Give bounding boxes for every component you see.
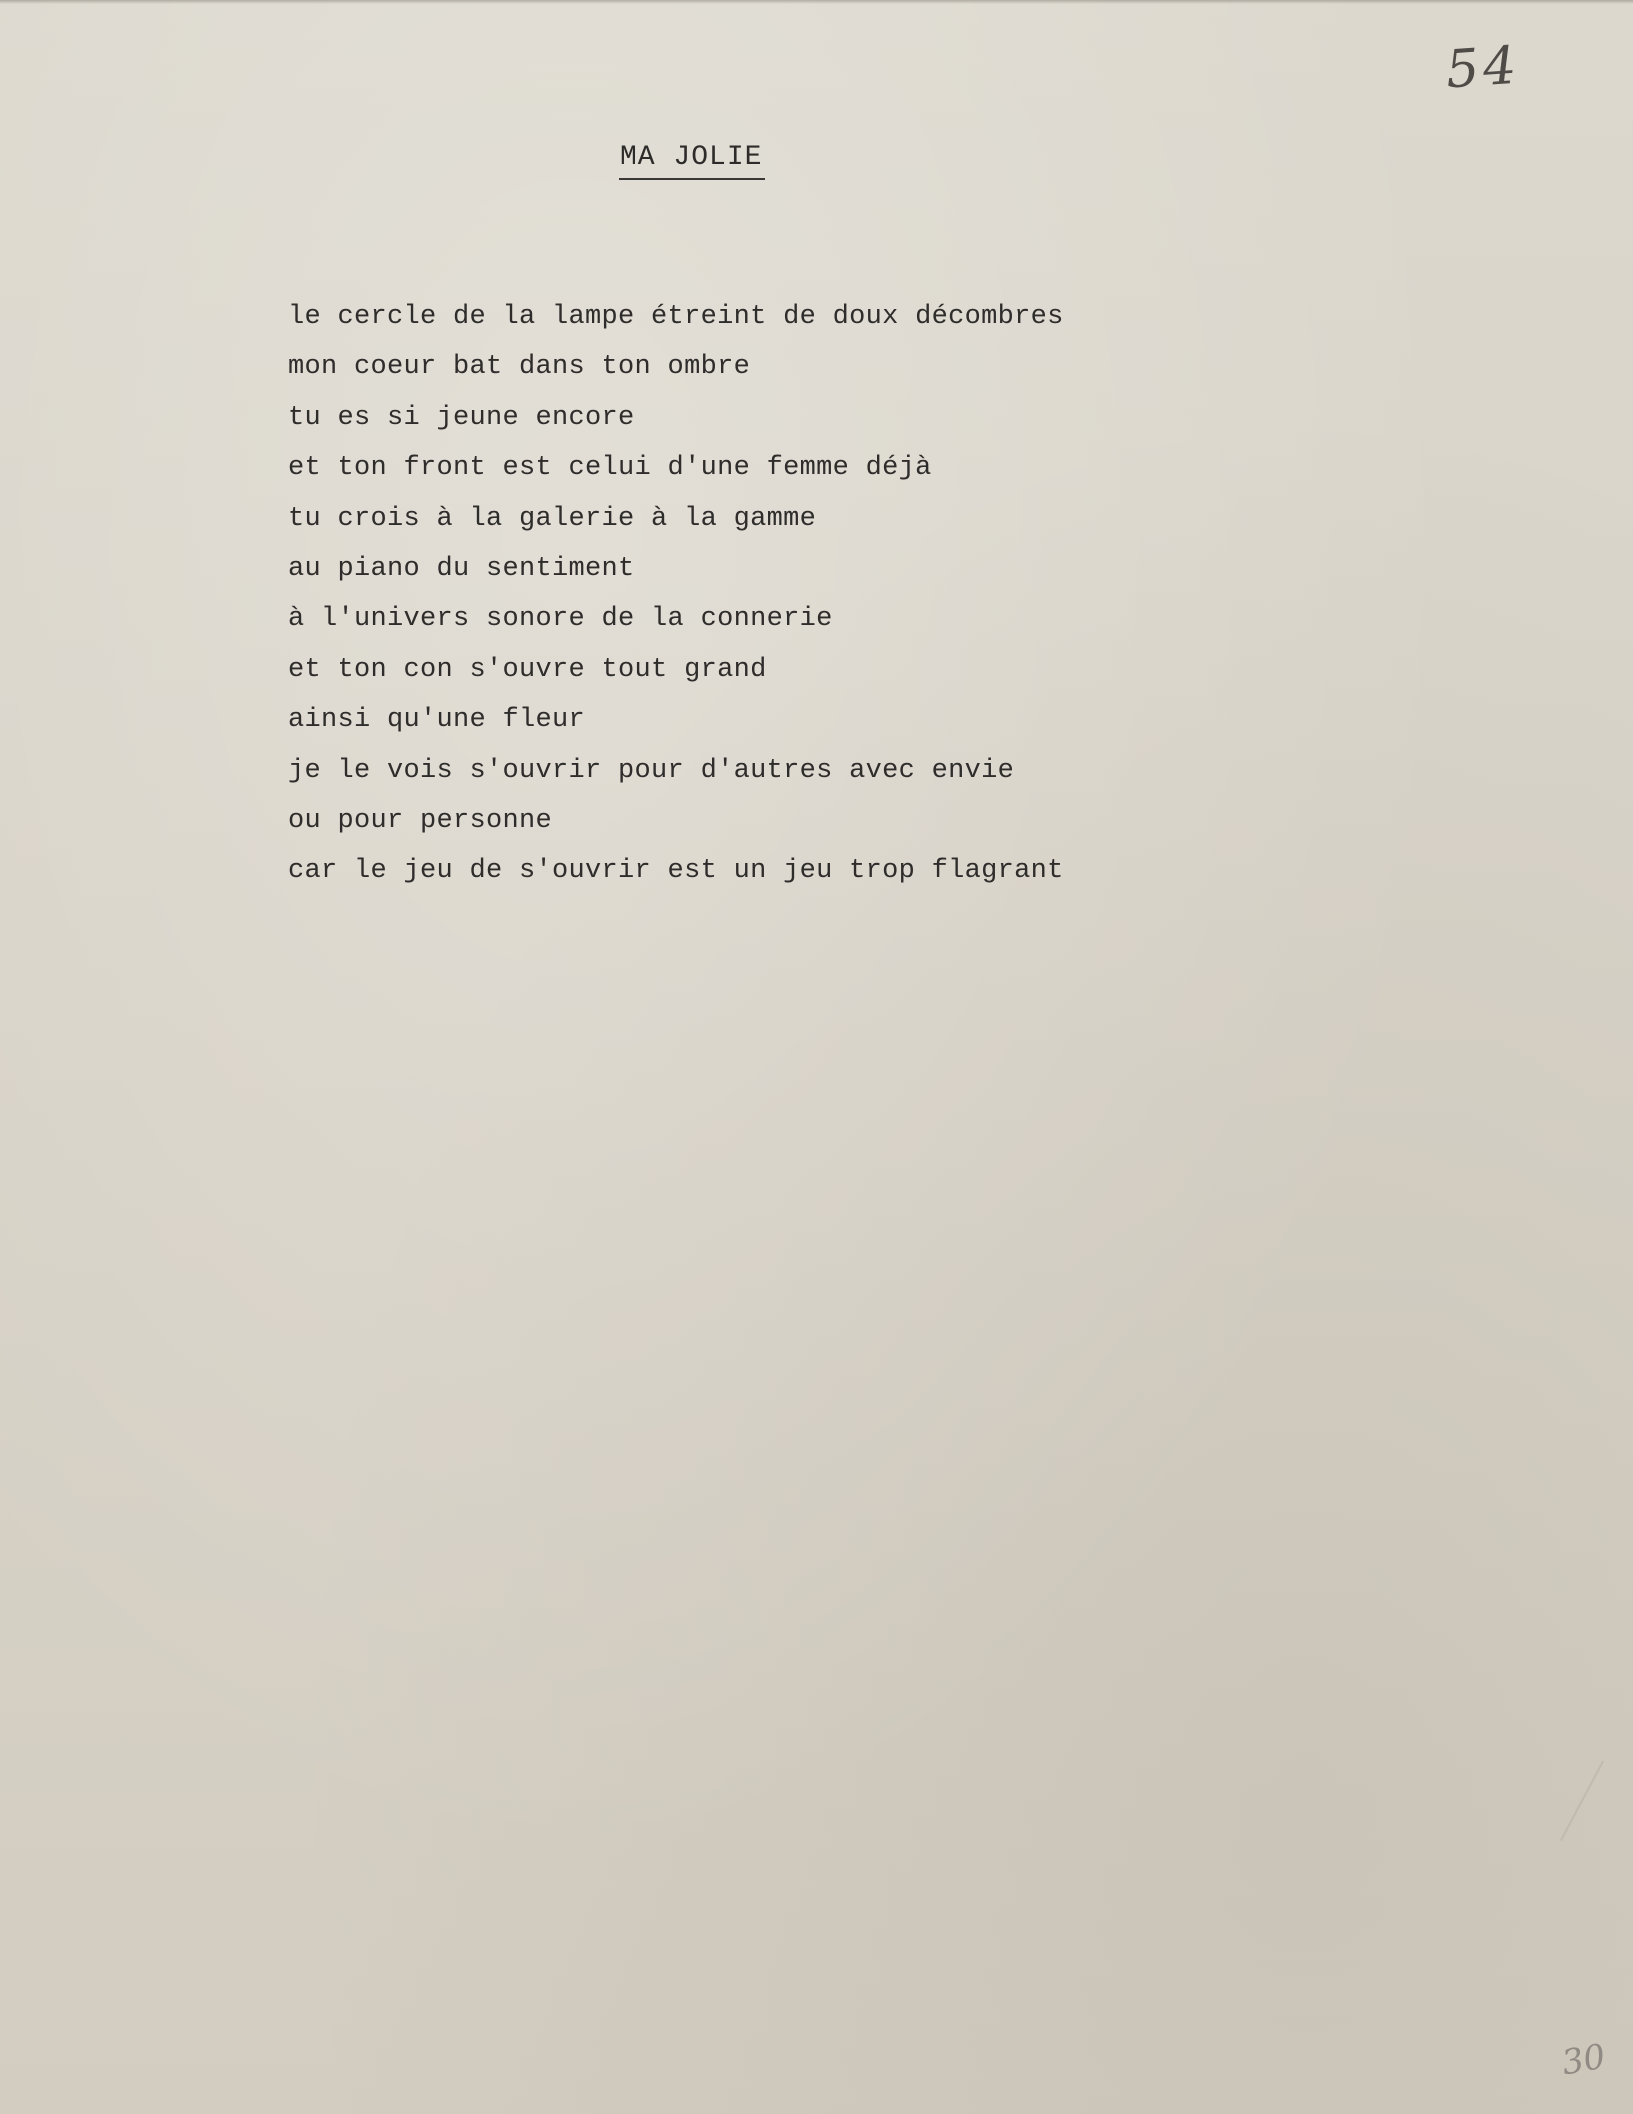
poem-line: tu crois à la galerie à la gamme <box>288 503 817 534</box>
handwritten-page-number: 54 <box>1443 35 1523 101</box>
poem-line: au piano du sentiment <box>288 553 635 584</box>
poem-line: mon coeur bat dans ton ombre <box>288 352 751 383</box>
poem-line: le cercle de la lampe étreint de doux décombres <box>288 302 1064 332</box>
title-underline <box>619 178 765 180</box>
poem-line: ainsi qu'une fleur <box>288 705 586 736</box>
poem-line: et ton con s'ouvre tout grand <box>288 654 767 685</box>
paper-crease <box>1560 1761 1604 1841</box>
poem-line: car le jeu de s'ouvrir est un jeu trop flagrant <box>288 856 1064 887</box>
poem-line: je le vois s'ouvrir pour d'autres avec envie <box>288 755 1015 786</box>
pencil-folio-number: 30 <box>1558 2036 1609 2084</box>
poem-line: à l'univers sonore de la connerie <box>288 604 833 635</box>
poem-line: et ton front est celui d'une femme déjà <box>288 453 932 484</box>
poem-title: MA JOLIE <box>620 142 763 173</box>
poem-line: ou pour personne <box>288 805 553 836</box>
poem-line: tu es si jeune encore <box>288 402 635 433</box>
poem-body <box>288 292 1064 897</box>
paper-top-edge <box>0 0 1633 4</box>
